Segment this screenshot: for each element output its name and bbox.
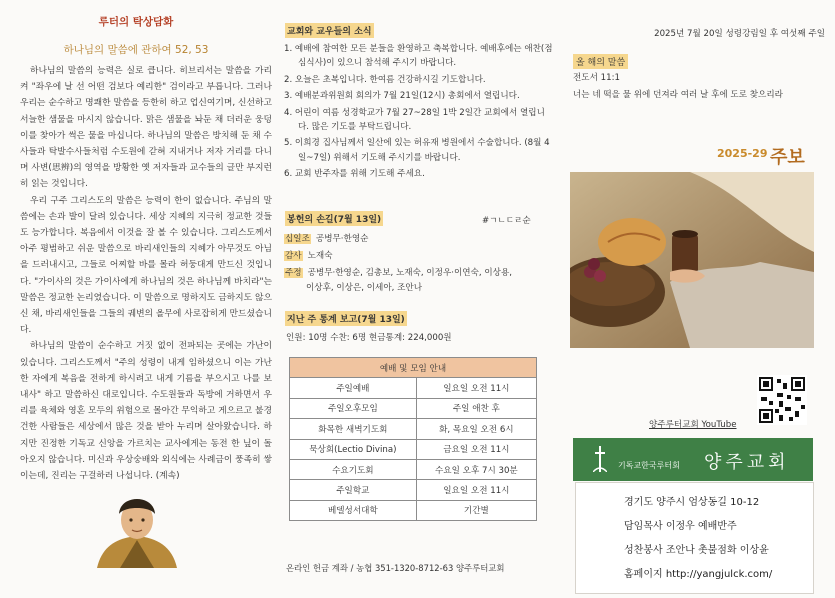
- table-row: [290, 459, 537, 479]
- service-date: 2025년 7월 20일 성령강림일 후 여섯째 주일: [654, 29, 825, 39]
- list-item: 1. 예배에 참여한 모든 분들을 환영하고 축복합니다. 예배후에는 애찬(점심식사)이 있으니 참석해 주시기 바랍니다.: [284, 44, 553, 69]
- offering-row: [284, 266, 512, 278]
- schedule-name: 수요기도회: [290, 459, 417, 479]
- stats-text: 인원: 10명 수찬: 6명 현금통계: 224,000원: [286, 333, 452, 343]
- schedule-name: 묵상회(Lectio Divina): [290, 439, 417, 459]
- section-subtitle: 하나님의 말씀에 관하여 52, 53: [63, 44, 209, 56]
- list-item: 6. 교회 반주자를 위해 기도해 주세요.: [284, 169, 425, 180]
- offering-row: [284, 249, 333, 261]
- schedule-time: 일요일 오전 11시: [416, 480, 536, 500]
- schedule-table: [289, 357, 537, 521]
- offering-names: 공병무·한영순, 김총보, 노재숙, 이정우·이연숙, 이상용,: [307, 268, 512, 278]
- offering-names: 노재숙: [307, 251, 333, 261]
- offering-row: [284, 232, 368, 244]
- offering-label: 십일조: [285, 234, 310, 244]
- schedule-name: 주일오후모임: [290, 398, 417, 418]
- schedule-name: 주일학교: [290, 480, 417, 500]
- section-title: 루터의 탁상담화: [98, 16, 174, 28]
- table-row: [290, 500, 537, 520]
- bulletin-title: 주보: [770, 147, 805, 168]
- church-banner: [573, 438, 813, 481]
- schedule-time: 금요일 오전 11시: [416, 439, 536, 459]
- list-item: 2. 오늘은 초복입니다. 한여름 건강하시길 기도합니다.: [284, 74, 486, 85]
- offering-names: 공병무·한영순: [315, 234, 369, 244]
- schedule-name: 화목한 새벽기도회: [290, 419, 417, 439]
- offering-label: 감사: [285, 251, 302, 261]
- table-row: [290, 378, 537, 398]
- list-item: 5. 이희경 집사님께서 일산에 있는 허유재 병원에서 수술합니다. (8월 4일~7일) 위해서 기도해 주시기를 바랍니다.: [284, 138, 550, 163]
- service-staff: 성찬봉사 조안나 촛불점화 이상윤: [624, 545, 769, 556]
- offering-names-cont: 이상후, 이상은, 이세아, 조안나: [306, 283, 423, 293]
- address: 경기도 양주시 엄상동길 10-12: [624, 497, 760, 508]
- list-item: 3. 예배분과위원회 회의가 7월 21일(12시) 총회에서 열립니다.: [284, 91, 520, 102]
- article-body: [20, 63, 272, 484]
- table-row: [290, 439, 537, 459]
- paragraph: 하나님의 말씀이 순수하고 거짓 없이 전파되는 곳에는 가난이 있습니다. 그리스도께서 "주의 성령이 내게 임하셨으니 이는 가난한 자에게 복음을 전하게 하시려고 내게 기름을 부으시고 나를 보내사" 하고 말씀하신 대로입니다. 수도원들과 독방에 거하면서 우리를 육체와 영혼 모두의 위험으로 몰아간 무익하고 게으르고 불경건한 사람들은 세상에서 많은 것을 받아 누리며 살아왔습니다. 하지만 진정한 기독교 신앙을 가르치는 교사에게는 동전 한 닢이 돌아오지 않습니다. 미신과 우상숭배와 외식에는 사례금이 풍족히 쌓이는데, 진리는 구걸하러 나섭니다. (계속): [20, 341, 272, 482]
- offering-label: 주정: [285, 268, 302, 278]
- schedule-time: 일요일 오전 11시: [416, 378, 536, 398]
- news-list: [284, 42, 554, 184]
- cross-icon: [593, 446, 607, 472]
- offering-title: 봉헌의 손길(7월 13일): [285, 211, 383, 226]
- schedule-name: 베델성서대학: [290, 500, 417, 520]
- church-name: 양주교회: [704, 452, 790, 473]
- luther-column: [0, 0, 272, 598]
- schedule-name: 주일예배: [290, 378, 417, 398]
- stats-title: 지난 주 통계 보고(7월 13일): [285, 311, 407, 326]
- communion-photo: [570, 172, 814, 348]
- table-row: [290, 398, 537, 418]
- homepage-link[interactable]: 홈페이지 http://yangjulck.com/: [624, 569, 773, 580]
- issue-number: 2025-29: [717, 147, 768, 160]
- schedule-header: 예배 및 모임 안내: [290, 358, 537, 378]
- schedule-time: 주일 애찬 후: [416, 398, 536, 418]
- paragraph: 하나님의 말씀의 능력은 실로 큽니다. 히브리서는 말씀을 가리켜 "좌우에 날 선 어떤 검보다 예리한" 검이라고 부릅니다. 그러나 우리는 순수하고 명쾌한 말씀을 등한히 하고 업신여기며, 신선하고 서늘한 샘물을 마시지 않습니다. 맑은 샘물을 놔둔 채 더러운 웅덩이를 찾아가 썩은 물을 마십니다. 하나님의 말씀은 방치해 둔 채 수사들과 탁발수사들처럼 수도원에 갇혀 지내거나 저자 거리를 다니며 사변(思辨)의 영역을 방황한 옛 저자들과 교수들의 글만 부지런히 읽는 것입니다.: [20, 66, 272, 190]
- verse-text: 너는 네 떡을 물 위에 던져라 여러 날 후에 도로 찾으리라: [573, 90, 783, 100]
- news-column: [272, 0, 556, 598]
- luther-portrait-icon: [92, 488, 182, 568]
- qr-code-icon[interactable]: [757, 375, 807, 425]
- denomination-name: 기독교한국루터회: [618, 461, 680, 470]
- schedule-time: 화, 목요일 오전 6시: [416, 419, 536, 439]
- verse-heading: 올 해의 말씀: [573, 54, 628, 69]
- list-item: 4. 어린이 여름 성경학교가 7월 27~28일 1박 2일간 교회에서 열립니다. 많은 기도를 부탁드립니다.: [284, 107, 545, 133]
- sort-tag: #ㄱㄴㄷㄹ순: [482, 216, 531, 226]
- youtube-link[interactable]: 양주루터교회 YouTube: [649, 420, 737, 430]
- schedule-time: 기간별: [416, 500, 536, 520]
- paragraph: 우리 구주 그리스도의 말씀은 능력이 한이 없습니다. 주님의 말씀에는 손과 발이 달려 있습니다. 세상 지혜의 지극히 정교한 것들도 능가합니다. 복음에서 이것을 잘 볼 수 있습니다. 그리스도께서 아주 평범하고 쉬운 말씀으로 바리새인들의 지혜가 아무것도 아님을 드러내시고, 그들로 어찌할 바를 몰라 허둥대게 만드신 것입니다. "가이사의 것은 가이사에게 하나님의 것은 하나님께 바치라"는 말씀은 정교한 논리였습니다. 이 말씀으로 명하지도 금하지도 않으신 채, 바리새인들을 그들의 궤변의 올무에 사로잡히게 만드셨습니다.: [20, 195, 272, 336]
- pastor-line: 담임목사 이정우 예배반주: [624, 521, 737, 532]
- bank-account: 온라인 헌금 계좌 / 농협 351-1320-8712-63 양주루터교회: [286, 563, 505, 573]
- table-row: [290, 419, 537, 439]
- church-info: [575, 482, 814, 594]
- schedule-time: 수요일 오후 7시 30분: [416, 459, 536, 479]
- news-title: 교회와 교우들의 소식: [285, 23, 374, 38]
- table-row: [290, 480, 537, 500]
- verse-reference: 전도서 11:1: [573, 73, 620, 83]
